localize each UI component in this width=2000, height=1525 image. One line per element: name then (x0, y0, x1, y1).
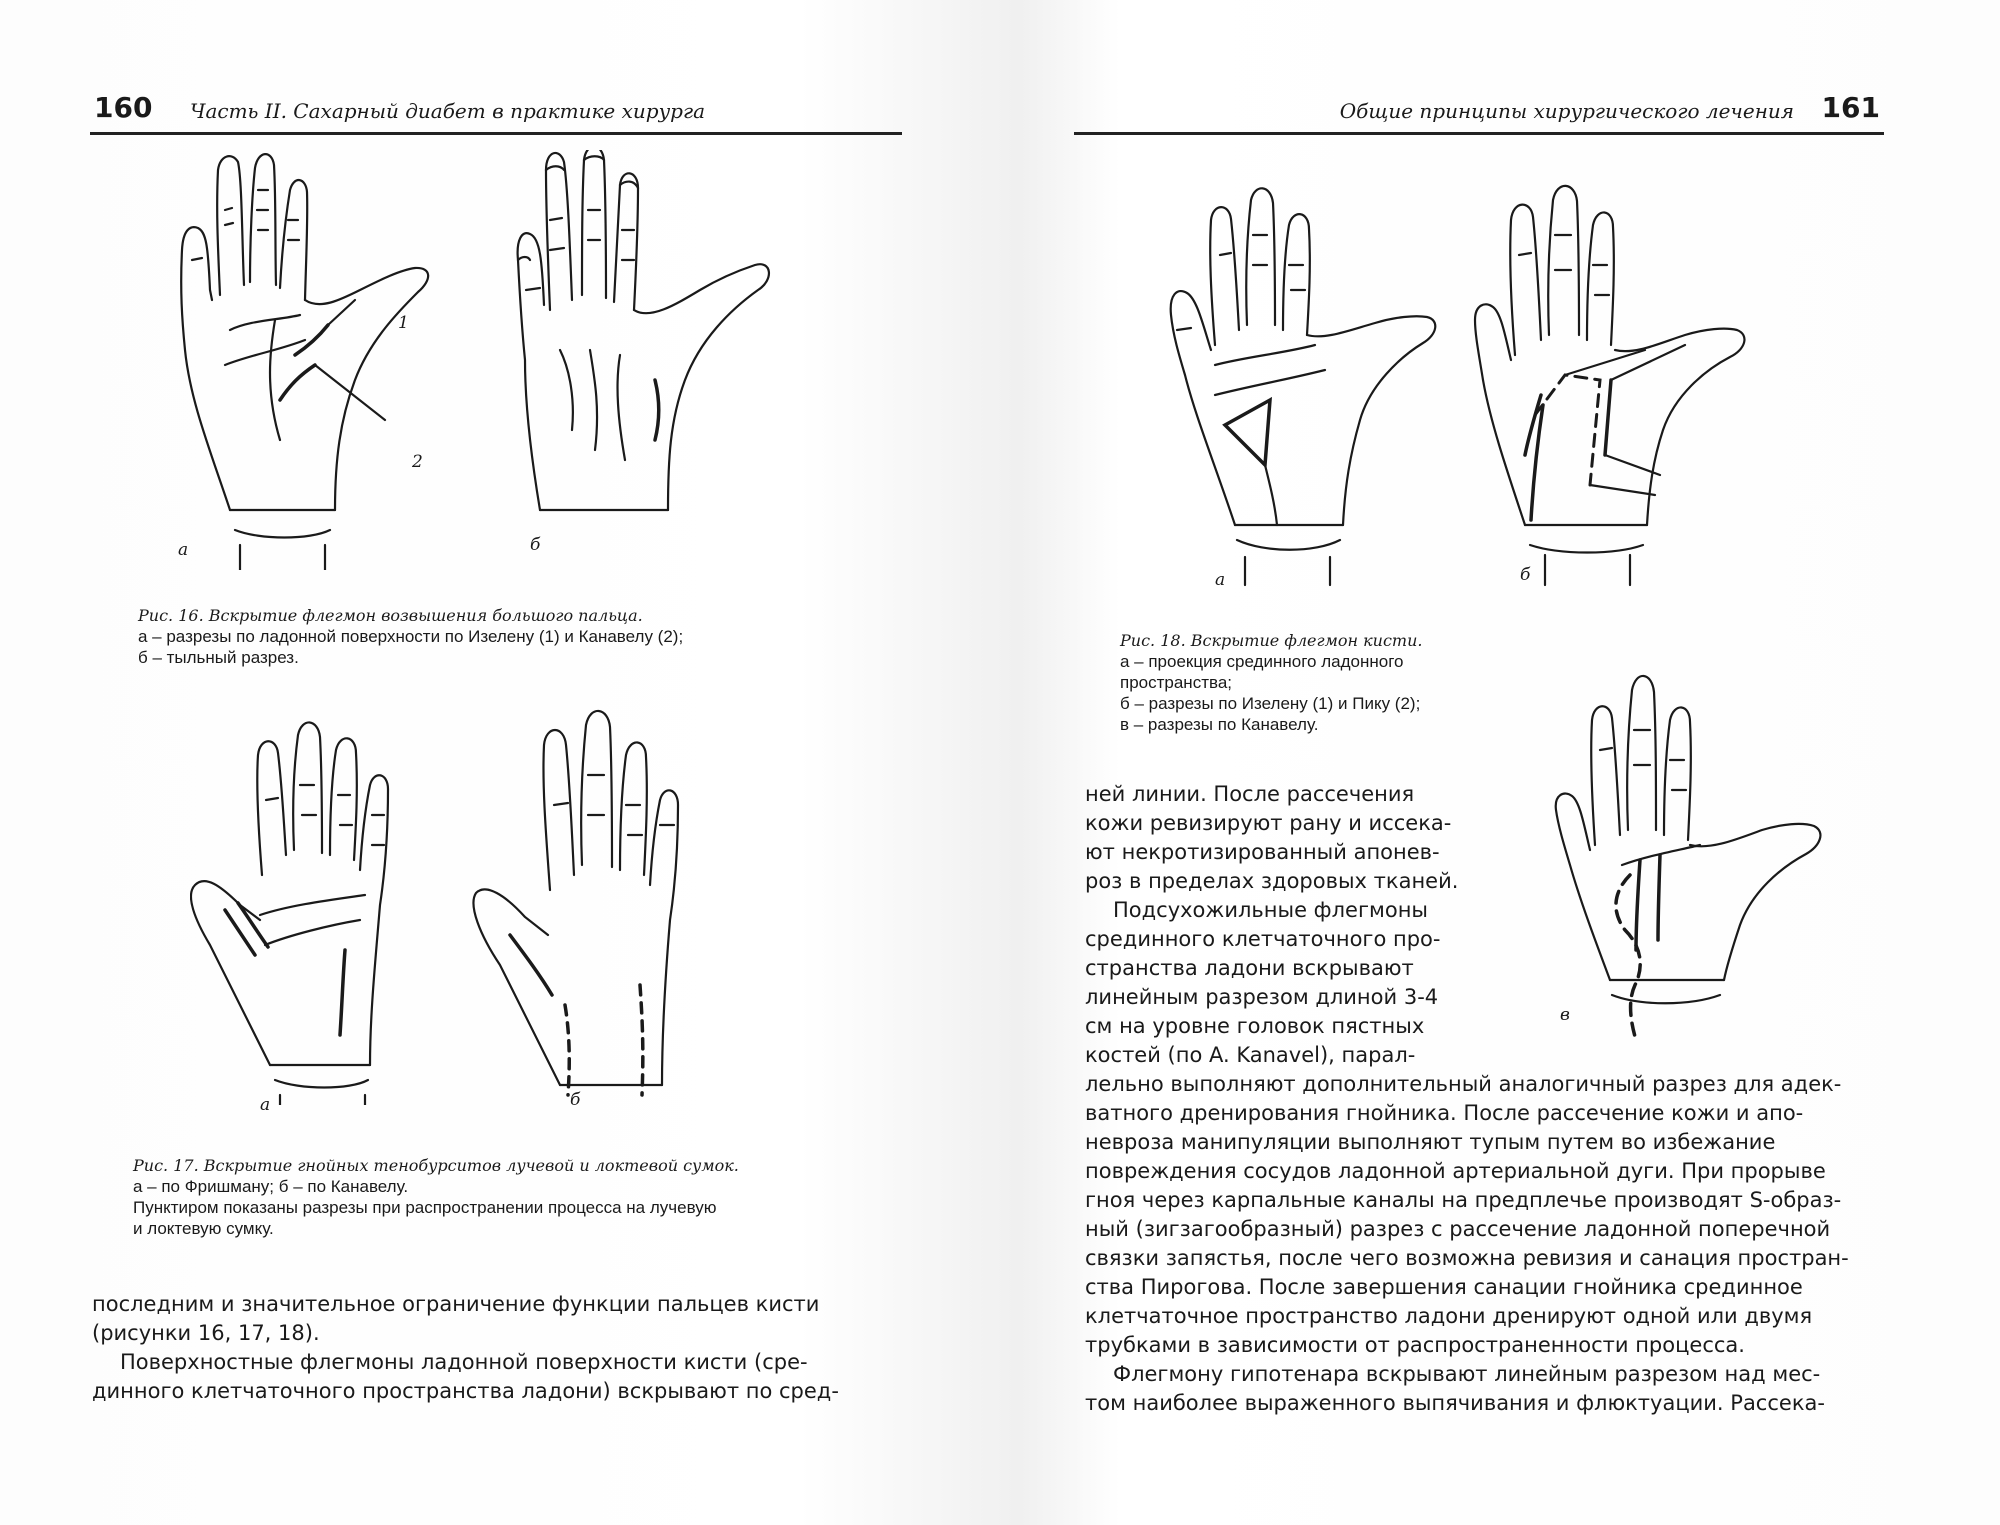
body-line: Флегмону гипотенара вскрывают линейным разрезом над мес- (1113, 1362, 1821, 1386)
figure-18-caption-line: в – разрезы по Канавелу. (1120, 715, 1319, 734)
hand-17b (473, 711, 678, 1095)
running-title-right: Общие принципы хирургического лечения (1339, 99, 1794, 123)
figure-18-v (1540, 650, 1870, 1050)
figure-17-caption-line: а – по Фришману; б – по Канавелу. (133, 1177, 409, 1196)
body-line: том наиболее выраженного выпячивания и флюктуации. Рассека- (1085, 1391, 1825, 1415)
figure-17-caption-line: и локтевую сумку. (133, 1219, 274, 1238)
running-title-left: Часть II. Сахарный диабет в практике хирурга (190, 99, 706, 123)
figure-18-label-a: а (1215, 570, 1226, 590)
figure-16 (170, 150, 850, 570)
figure-16-caption (138, 605, 683, 668)
figure-17-drawing (190, 705, 750, 1105)
body-line: ют некротизированный апонев- (1085, 840, 1440, 864)
right-body-wide (1085, 1070, 1905, 1418)
body-line: невроза манипуляции выполняют тупым путем во избежание (1085, 1130, 1776, 1154)
body-line: Подсухожильные флегмоны (1113, 898, 1429, 922)
running-header-right (1074, 88, 1884, 135)
body-line: гноя через карпальные каналы на предплечье производят S-образ- (1085, 1188, 1842, 1212)
hand-16b (518, 150, 769, 510)
running-header-left (90, 88, 902, 135)
figure-16-caption-title: Рис. 16. Вскрытие флегмон возвышения большого пальца. (138, 606, 643, 625)
figure-18-top-drawing (1165, 165, 1785, 595)
page-number-right: 161 (1821, 91, 1880, 124)
figure-16-label-b: б (530, 535, 541, 555)
figure-17-label-b: б (570, 1090, 581, 1110)
figure-18-label-v: в (1560, 1005, 1570, 1025)
body-line: повреждения сосудов ладонной артериальной дуги. При прорыве (1085, 1159, 1826, 1183)
figure-17-caption-line: Пунктиром показаны разрезы при распространении процесса на лучевую (133, 1198, 717, 1217)
hand-18b (1475, 186, 1744, 585)
figure-17-caption (133, 1155, 739, 1239)
right-body-narrow (1085, 780, 1483, 1070)
figure-16-callout-2: 2 (412, 452, 423, 472)
body-line: последним и значительное ограничение функции пальцев кисти (92, 1292, 820, 1316)
body-line: см на уровне головок пястных (1085, 1014, 1425, 1038)
body-line: (рисунки 16, 17, 18). (92, 1321, 320, 1345)
body-line: трубками в зависимости от распространенности процесса. (1085, 1333, 1745, 1357)
body-line: Поверхностные флегмоны ладонной поверхности кисти (сре- (120, 1350, 808, 1374)
figure-17-label-a: а (260, 1095, 271, 1115)
body-line: динного клетчаточного пространства ладони) вскрывают по сред- (92, 1379, 839, 1403)
body-line: кожи ревизируют рану и иссека- (1085, 811, 1452, 835)
body-line: ней линии. После рассечения (1085, 782, 1415, 806)
body-line: связки запястья, после чего возможна ревизия и санация простран- (1085, 1246, 1849, 1270)
figure-16-drawing (170, 150, 850, 570)
figure-17-caption-title: Рис. 17. Вскрытие гнойных тенобурситов лучевой и локтевой сумок. (133, 1156, 739, 1175)
hand-18a (1171, 188, 1436, 585)
figure-18-caption (1120, 630, 1422, 735)
figure-18-caption-line: б – разрезы по Изелену (1) и Пику (2); (1120, 694, 1421, 713)
figure-16-caption-line: б – тыльный разрез. (138, 648, 299, 667)
figure-18-caption-line: пространства; (1120, 673, 1233, 692)
hand-16a (181, 154, 428, 570)
body-line: ватного дренирования гнойника. После рассечение кожи и апо- (1085, 1101, 1804, 1125)
page-number-left: 160 (94, 91, 153, 124)
body-line: линейным разрезом длиной 3-4 (1085, 985, 1439, 1009)
figure-18-label-b: б (1520, 565, 1531, 585)
figure-18-caption-line: а – проекция срединного ладонного (1120, 652, 1404, 671)
figure-18-caption-title: Рис. 18. Вскрытие флегмон кисти. (1120, 631, 1423, 650)
body-line: клетчаточное пространство ладони дренируют одной или двумя (1085, 1304, 1813, 1328)
figure-16-label-a: а (178, 540, 189, 560)
body-line: ный (зигзагообразный) разрез с рассечение ладонной поперечной (1085, 1217, 1831, 1241)
figure-17 (190, 705, 750, 1115)
body-line: роз в пределах здоровых тканей. (1085, 869, 1459, 893)
body-line: срединного клетчаточного про- (1085, 927, 1441, 951)
body-line: ства Пирогова. После завершения санации гнойника срединное (1085, 1275, 1803, 1299)
figure-18-v-drawing (1540, 650, 1870, 1050)
body-line: костей (по A. Kanavel), парал- (1085, 1043, 1416, 1067)
figure-16-callout-1: 1 (398, 313, 409, 333)
body-line: странства ладони вскрывают (1085, 956, 1414, 980)
figure-16-caption-line: а – разрезы по ладонной поверхности по Изелену (1) и Канавелу (2); (138, 627, 684, 646)
hand-17a (191, 722, 388, 1105)
figure-18-top (1165, 165, 1785, 595)
body-line: лельно выполняют дополнительный аналогичный разрез для адек- (1085, 1072, 1842, 1096)
left-body-text (92, 1290, 904, 1406)
right-page (1000, 0, 2000, 1525)
